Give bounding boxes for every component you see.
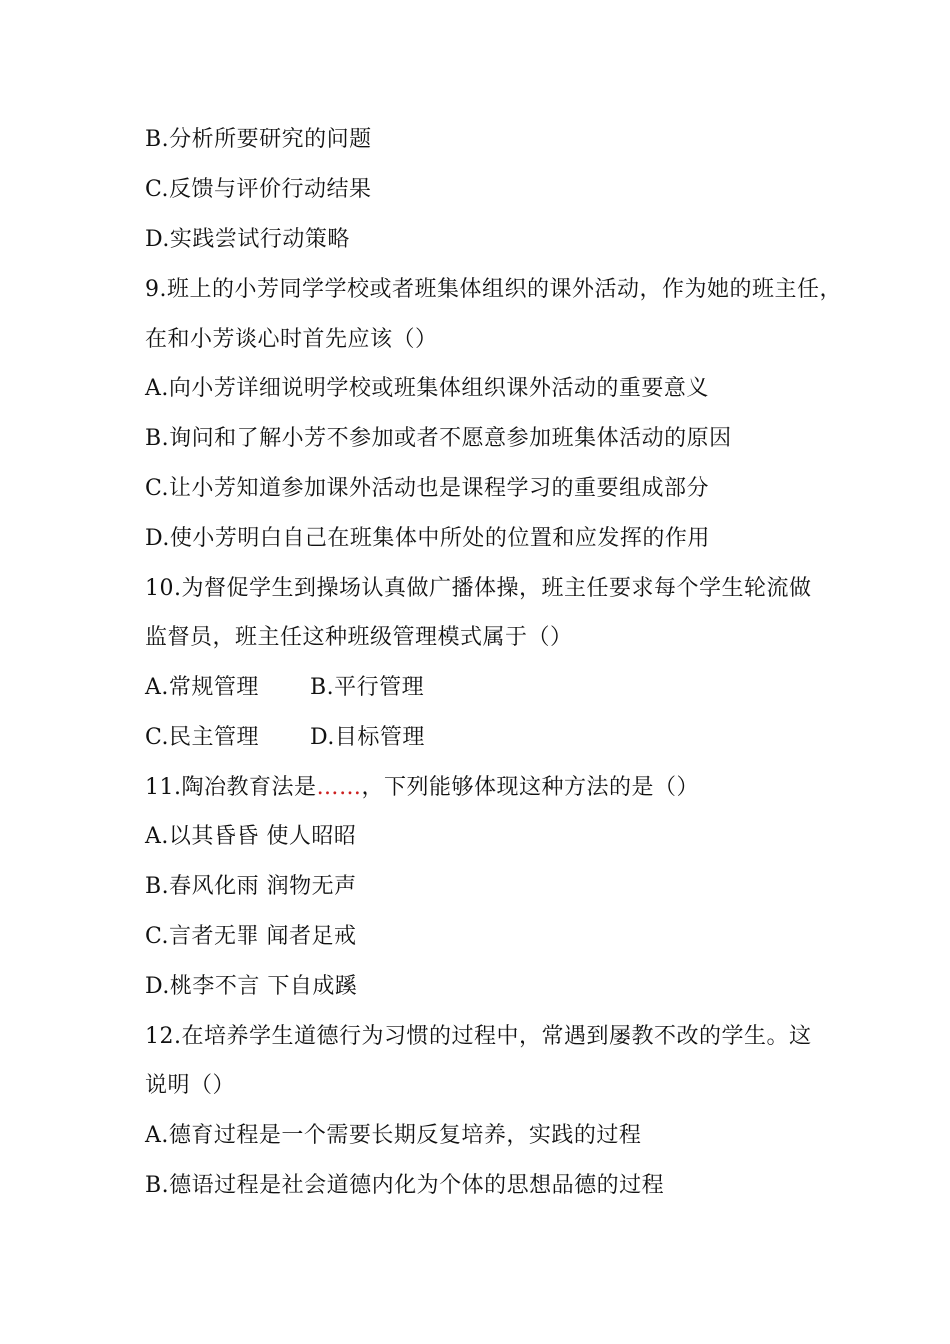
q11-stem <box>145 773 845 803</box>
q11-option-d: D.桃李不言 下自成蹊 <box>145 974 358 999</box>
q11-stem-before: 11.陶冶教育法是 <box>145 775 317 800</box>
q10-option-b: B.平行管理 <box>310 675 425 700</box>
q9-option-d: D.使小芳明白自己在班集体中所处的位置和应发挥的作用 <box>145 526 710 551</box>
q12-stem-line2: 说明（） <box>145 1073 236 1098</box>
q8-option-c: C.反馈与评价行动结果 <box>145 177 372 202</box>
q11-option-a: A.以其昏昏 使人昭昭 <box>145 824 357 849</box>
q10-option-d: D.目标管理 <box>310 725 425 750</box>
q9-option-c: C.让小芳知道参加课外活动也是课程学习的重要组成部分 <box>145 476 710 501</box>
q8-option-d: D.实践尝试行动策略 <box>145 227 350 252</box>
q12-option-b: B.德语过程是社会道德内化为个体的思想品德的过程 <box>145 1173 665 1198</box>
q10-option-c: C.民主管理 <box>145 725 260 750</box>
q10-stem-line2: 监督员，班主任这种班级管理模式属于（） <box>145 625 573 650</box>
q11-option-c: C.言者无罪 闻者足戒 <box>145 924 357 949</box>
q8-option-b: B.分析所要研究的问题 <box>145 127 372 152</box>
q10-option-a: A.常规管理 <box>145 675 259 700</box>
q12-option-a: A.德育过程是一个需要长期反复培养，实践的过程 <box>145 1123 642 1148</box>
q9-option-a: A.向小芳详细说明学校或班集体组织课外活动的重要意义 <box>145 376 709 401</box>
q10-stem-line1: 10.为督促学生到操场认真做广播体操，班主任要求每个学生轮流做 <box>145 576 812 601</box>
q11-stem-dots: …… <box>316 775 362 800</box>
q11-stem-after: ，下列能够体现这种方法的是（） <box>361 775 700 800</box>
q9-stem-line1: 9.班上的小芳同学学校或者班集体组织的课外活动，作为她的班主任， <box>145 277 842 302</box>
q9-stem-line2: 在和小芳谈心时首先应该（） <box>145 327 438 352</box>
q11-option-b: B.春风化雨 润物无声 <box>145 874 357 899</box>
q12-stem-line1: 12.在培养学生道德行为习惯的过程中，常遇到屡教不改的学生。这 <box>145 1024 812 1049</box>
q10-options-row2 <box>145 723 845 753</box>
q10-options-row1 <box>145 673 845 703</box>
q9-option-b: B.询问和了解小芳不参加或者不愿意参加班集体活动的原因 <box>145 426 732 451</box>
